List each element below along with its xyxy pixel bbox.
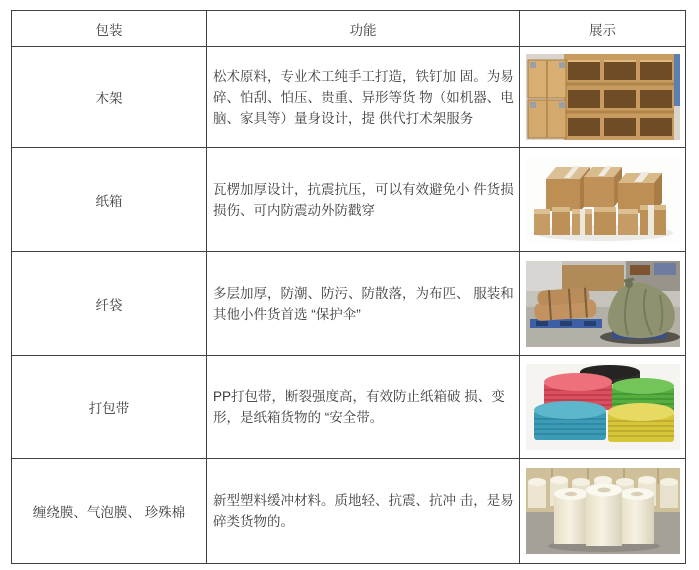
photo-cell — [520, 148, 686, 252]
packaging-name: 打包带 — [12, 356, 207, 459]
header-packaging: 包装 — [12, 11, 207, 47]
packaging-description: PP打包带，断裂强度高，有效防止纸箱破 损、变形，是纸箱货物的 “安全带。 — [207, 356, 520, 459]
strapping-rolls-photo — [526, 364, 680, 450]
photo-cell — [520, 459, 686, 564]
packaging-description: 瓦楞加厚设计，抗震抗压，可以有效避免小 件货损损伤、可内防震动外防戳穿 — [207, 148, 520, 252]
packaging-name: 纸箱 — [12, 148, 207, 252]
packaging-description: 松术原料，专业术工纯手工打造，铁钉加 固。为易碎、怕刮、怕压、贵重、异形等货 物（如机器、电脑、家具等）量身设计，提 供代打术架服务 — [207, 47, 520, 148]
packaging-name: 纤袋 — [12, 252, 207, 356]
table-row — [12, 356, 686, 459]
table-row — [12, 252, 686, 356]
woven-bags-photo — [526, 261, 680, 347]
photo-cell — [520, 252, 686, 356]
header-display: 展示 — [520, 11, 686, 47]
packaging-description: 多层加厚，防潮、防污、防散落，为布匹、 服装和其他小件货首选 “保护伞” — [207, 252, 520, 356]
packaging-name: 缠绕膜、气泡膜、 珍殊棉 — [12, 459, 207, 564]
header-function: 功能 — [207, 11, 520, 47]
table-header-row — [12, 11, 686, 47]
packaging-table — [11, 10, 686, 564]
stretch-film-photo — [526, 468, 680, 554]
wooden-crates-photo — [526, 54, 680, 140]
table-row — [12, 459, 686, 564]
photo-cell — [520, 356, 686, 459]
packaging-name: 木架 — [12, 47, 207, 148]
table-row — [12, 47, 686, 148]
cardboard-boxes-photo — [526, 157, 680, 243]
table-row — [12, 148, 686, 252]
photo-cell — [520, 47, 686, 148]
packaging-description: 新型塑料缓冲材料。质地轻、抗震、抗冲 击，是易碎类货物的。 — [207, 459, 520, 564]
